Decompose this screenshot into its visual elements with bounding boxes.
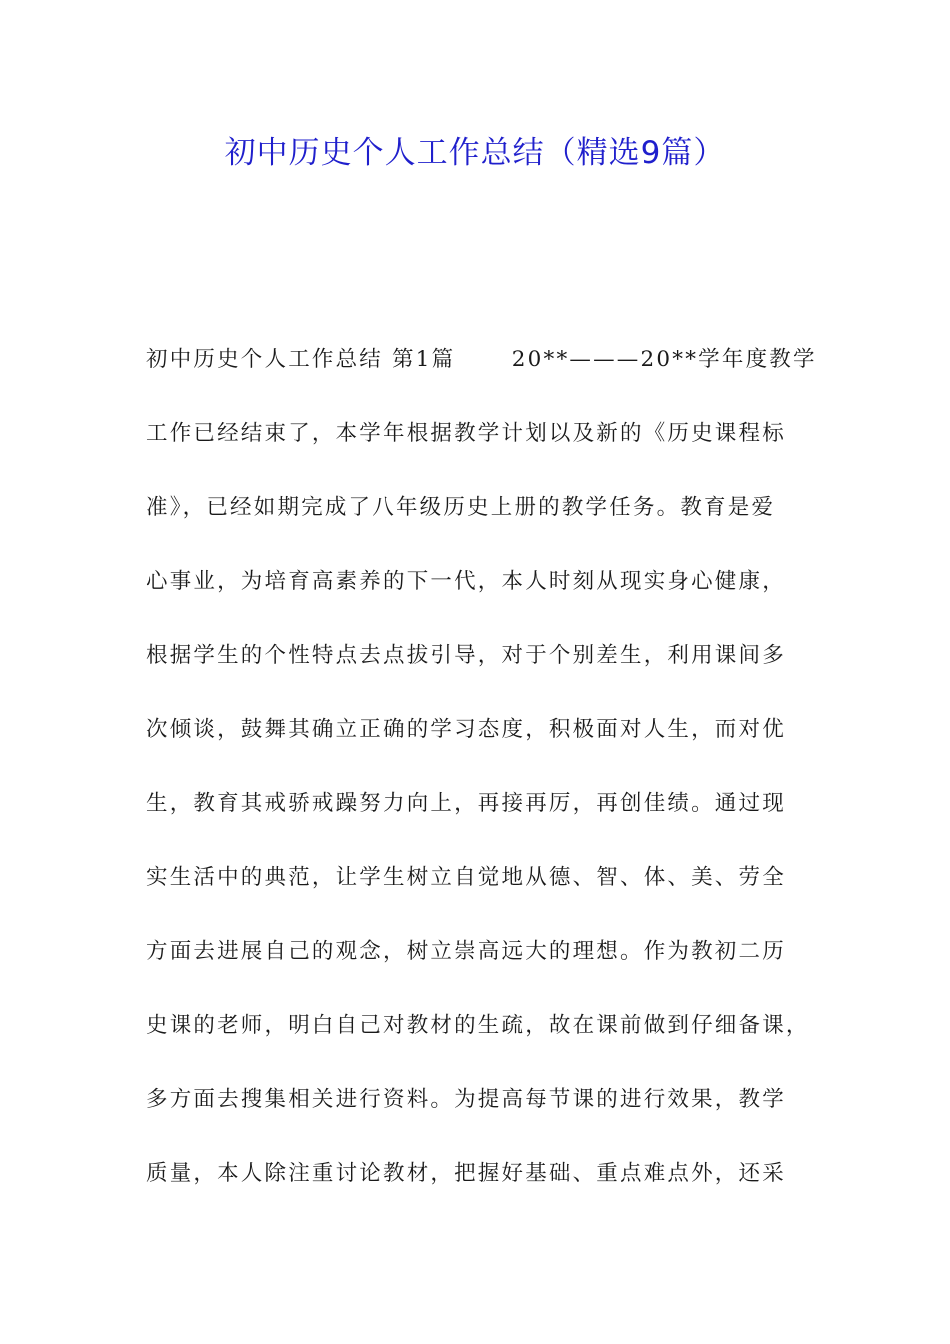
body-line: 初中历史个人工作总结 第1篇 20**———20**学年度教学	[146, 347, 817, 372]
body-line: 心事业，为培育高素养的下一代，本人时刻从现实身心健康，	[146, 569, 786, 594]
body-line: 根据学生的个性特点去点拔引导，对于个别差生，利用课间多	[146, 643, 786, 668]
body-line: 质量，本人除注重讨论教材，把握好基础、重点难点外，还采	[146, 1161, 786, 1186]
body-line: 准》，已经如期完成了八年级历史上册的教学任务。教育是爱	[146, 495, 776, 520]
document-title: 初中历史个人工作总结（精选9篇）	[224, 135, 726, 171]
body-line: 史课的老师，明白自己对教材的生疏，故在课前做到仔细备课，	[146, 1013, 810, 1038]
body-line: 实生活中的典范，让学生树立自觉地从德、智、体、美、劳全	[146, 865, 786, 890]
document-body	[146, 340, 826, 1228]
body-line: 次倾谈，鼓舞其确立正确的学习态度，积极面对人生，而对优	[146, 717, 786, 742]
body-line: 工作已经结束了，本学年根据教学计划以及新的《历史课程标	[146, 421, 786, 446]
body-line: 生，教育其戒骄戒躁努力向上，再接再厉，再创佳绩。通过现	[146, 791, 786, 816]
body-line: 多方面去搜集相关进行资料。为提高每节课的进行效果，教学	[146, 1087, 786, 1112]
body-line: 方面去进展自己的观念，树立崇高远大的理想。作为教初二历	[146, 939, 786, 964]
